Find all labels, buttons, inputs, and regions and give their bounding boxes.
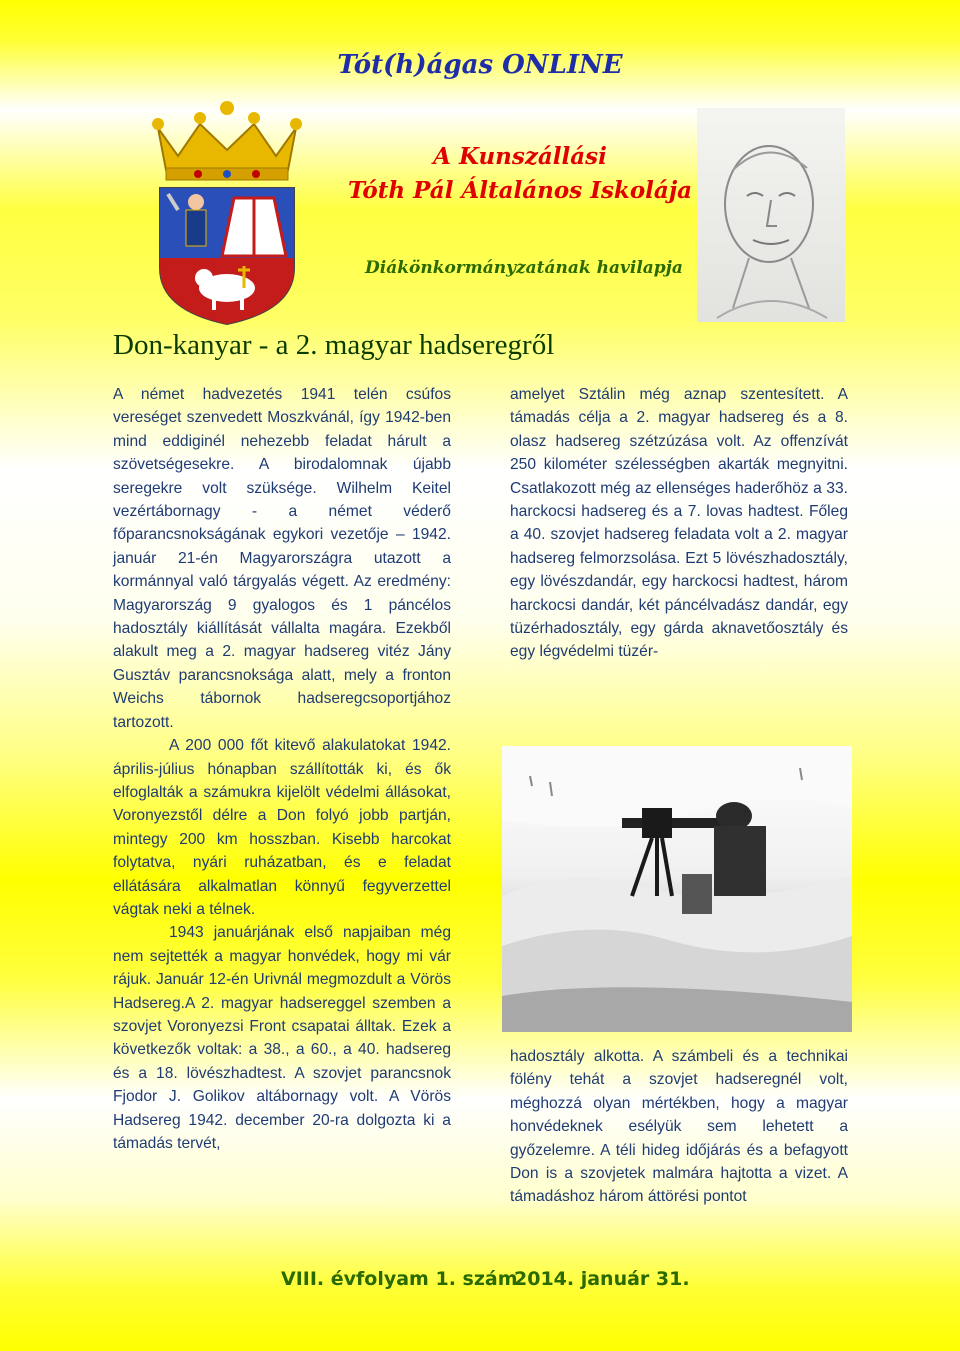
- footer-date: 2014. január 31.: [514, 1268, 690, 1290]
- masthead-title: Tót(h)ágas ONLINE: [337, 50, 623, 80]
- paragraph: hadosztály alkotta. A számbeli és a technikai fölény tehát a szovjet hadseregnél volt, méghozzá olyan mértékben, hogy a magyar honvédeknek esélyük sem lehetett a győzelemre. A téli hideg időjárás és a befagyott Don is a szovjetek malmára hajtotta a vizet. A támadáshoz három áttörési pontot: [510, 1048, 848, 1206]
- article-title: Don-kanyar - a 2. magyar hadseregről: [113, 329, 555, 361]
- portrait-sketch-image: [697, 108, 845, 322]
- school-name-line2: Tóth Pál Általános Iskolája: [347, 177, 693, 204]
- school-name-line1: A Kunszállási: [433, 143, 607, 170]
- paragraph: A német hadvezetés 1941 telén csúfos vereséget szenvedett Moszkvánál, így 1942-ben mind eddiginél nehezebb feladat hárult a szövetségesekre. A birodalomnak újabb seregekre volt szüksége. Wilhelm Keitel vezértábornagy - a német véderő főparancsnokságának egykori vezetője – 1942. január 21-én Magyarországra utazott a kormánnyal való tárgyalás végett. Az eredmény: Magyarország 9 gyalogos és 1 páncélos hadosztály kiállítását vállalta magára. Ezekből alakult meg a 2. magyar hadsereg vitéz Jány Gusztáv parancsnoksága alatt, mely a fronton Weichs tábornok hadseregcsoportjához tartozott.: [113, 386, 451, 731]
- machine-gun-trench-photo: [502, 746, 852, 1032]
- paragraph: amelyet Sztálin még aznap szentesített. A támadás célja a 2. magyar hadsereg és a 8. olasz hadsereg szétzúzása volt. Az offenzívát 250 kilométer szélességben akarták megnyitni. Csatlakozott még az ellenséges haderőhöz a 33. harckocsi hadsereg és a 7. lovas hadtest. Főleg a 40. szovjet hadsereg feladata volt a 2. magyar hadsereg felmorzsolása. Ezt 5 lövészhadosztály, egy lövészdandár, egy harckocsi hadtest, három harckocsi dandár, két páncélvadász dandár, egy tüzérhadosztály, egy gárda aknavetőosztály és egy légvédelmi tüzér-: [510, 386, 848, 661]
- article-right-column-top: [510, 383, 848, 664]
- article-right-column-bottom: [510, 1045, 848, 1209]
- paragraph: A 200 000 főt kitevő alakulatokat 1942. április-július hónapban szállították ki, és ők elfoglalták a számukra kijelölt védelmi állásokat, Voronyezstől délre a Don folyó jobb partján, mintegy 200 km hosszban. Kisebb harcokat folytatva, nyári ruházatban, és e feladat ellátására alkalmatlan könnyű fegyverzettel vágtak neki a télnek.: [113, 737, 451, 918]
- masthead-subtitle: Diákönkormányzatának havilapja: [365, 258, 683, 278]
- article-left-column: [113, 383, 451, 1155]
- coat-of-arms-image: [148, 98, 306, 326]
- paragraph: 1943 januárjának első napjaiban még nem sejtették a magyar honvédek, hogy mi vár rájuk. Január 12-én Urivnál megmozdult a Vörös Hadsereg.A 2. magyar hadsereggel szemben a szovjet Voronyezsi Front csapatai álltak. Ezek a következők voltak: a 38., a 60., a 40. hadsereg és a 18. lövészhadtest. A szovjet parancsnok Fjodor J. Golikov altábornagy volt. A Vörös Hadsereg 1942. december 20-ra dolgozta ki a támadás tervét,: [113, 924, 451, 1152]
- footer-volume: VIII. évfolyam 1. szám: [281, 1268, 518, 1290]
